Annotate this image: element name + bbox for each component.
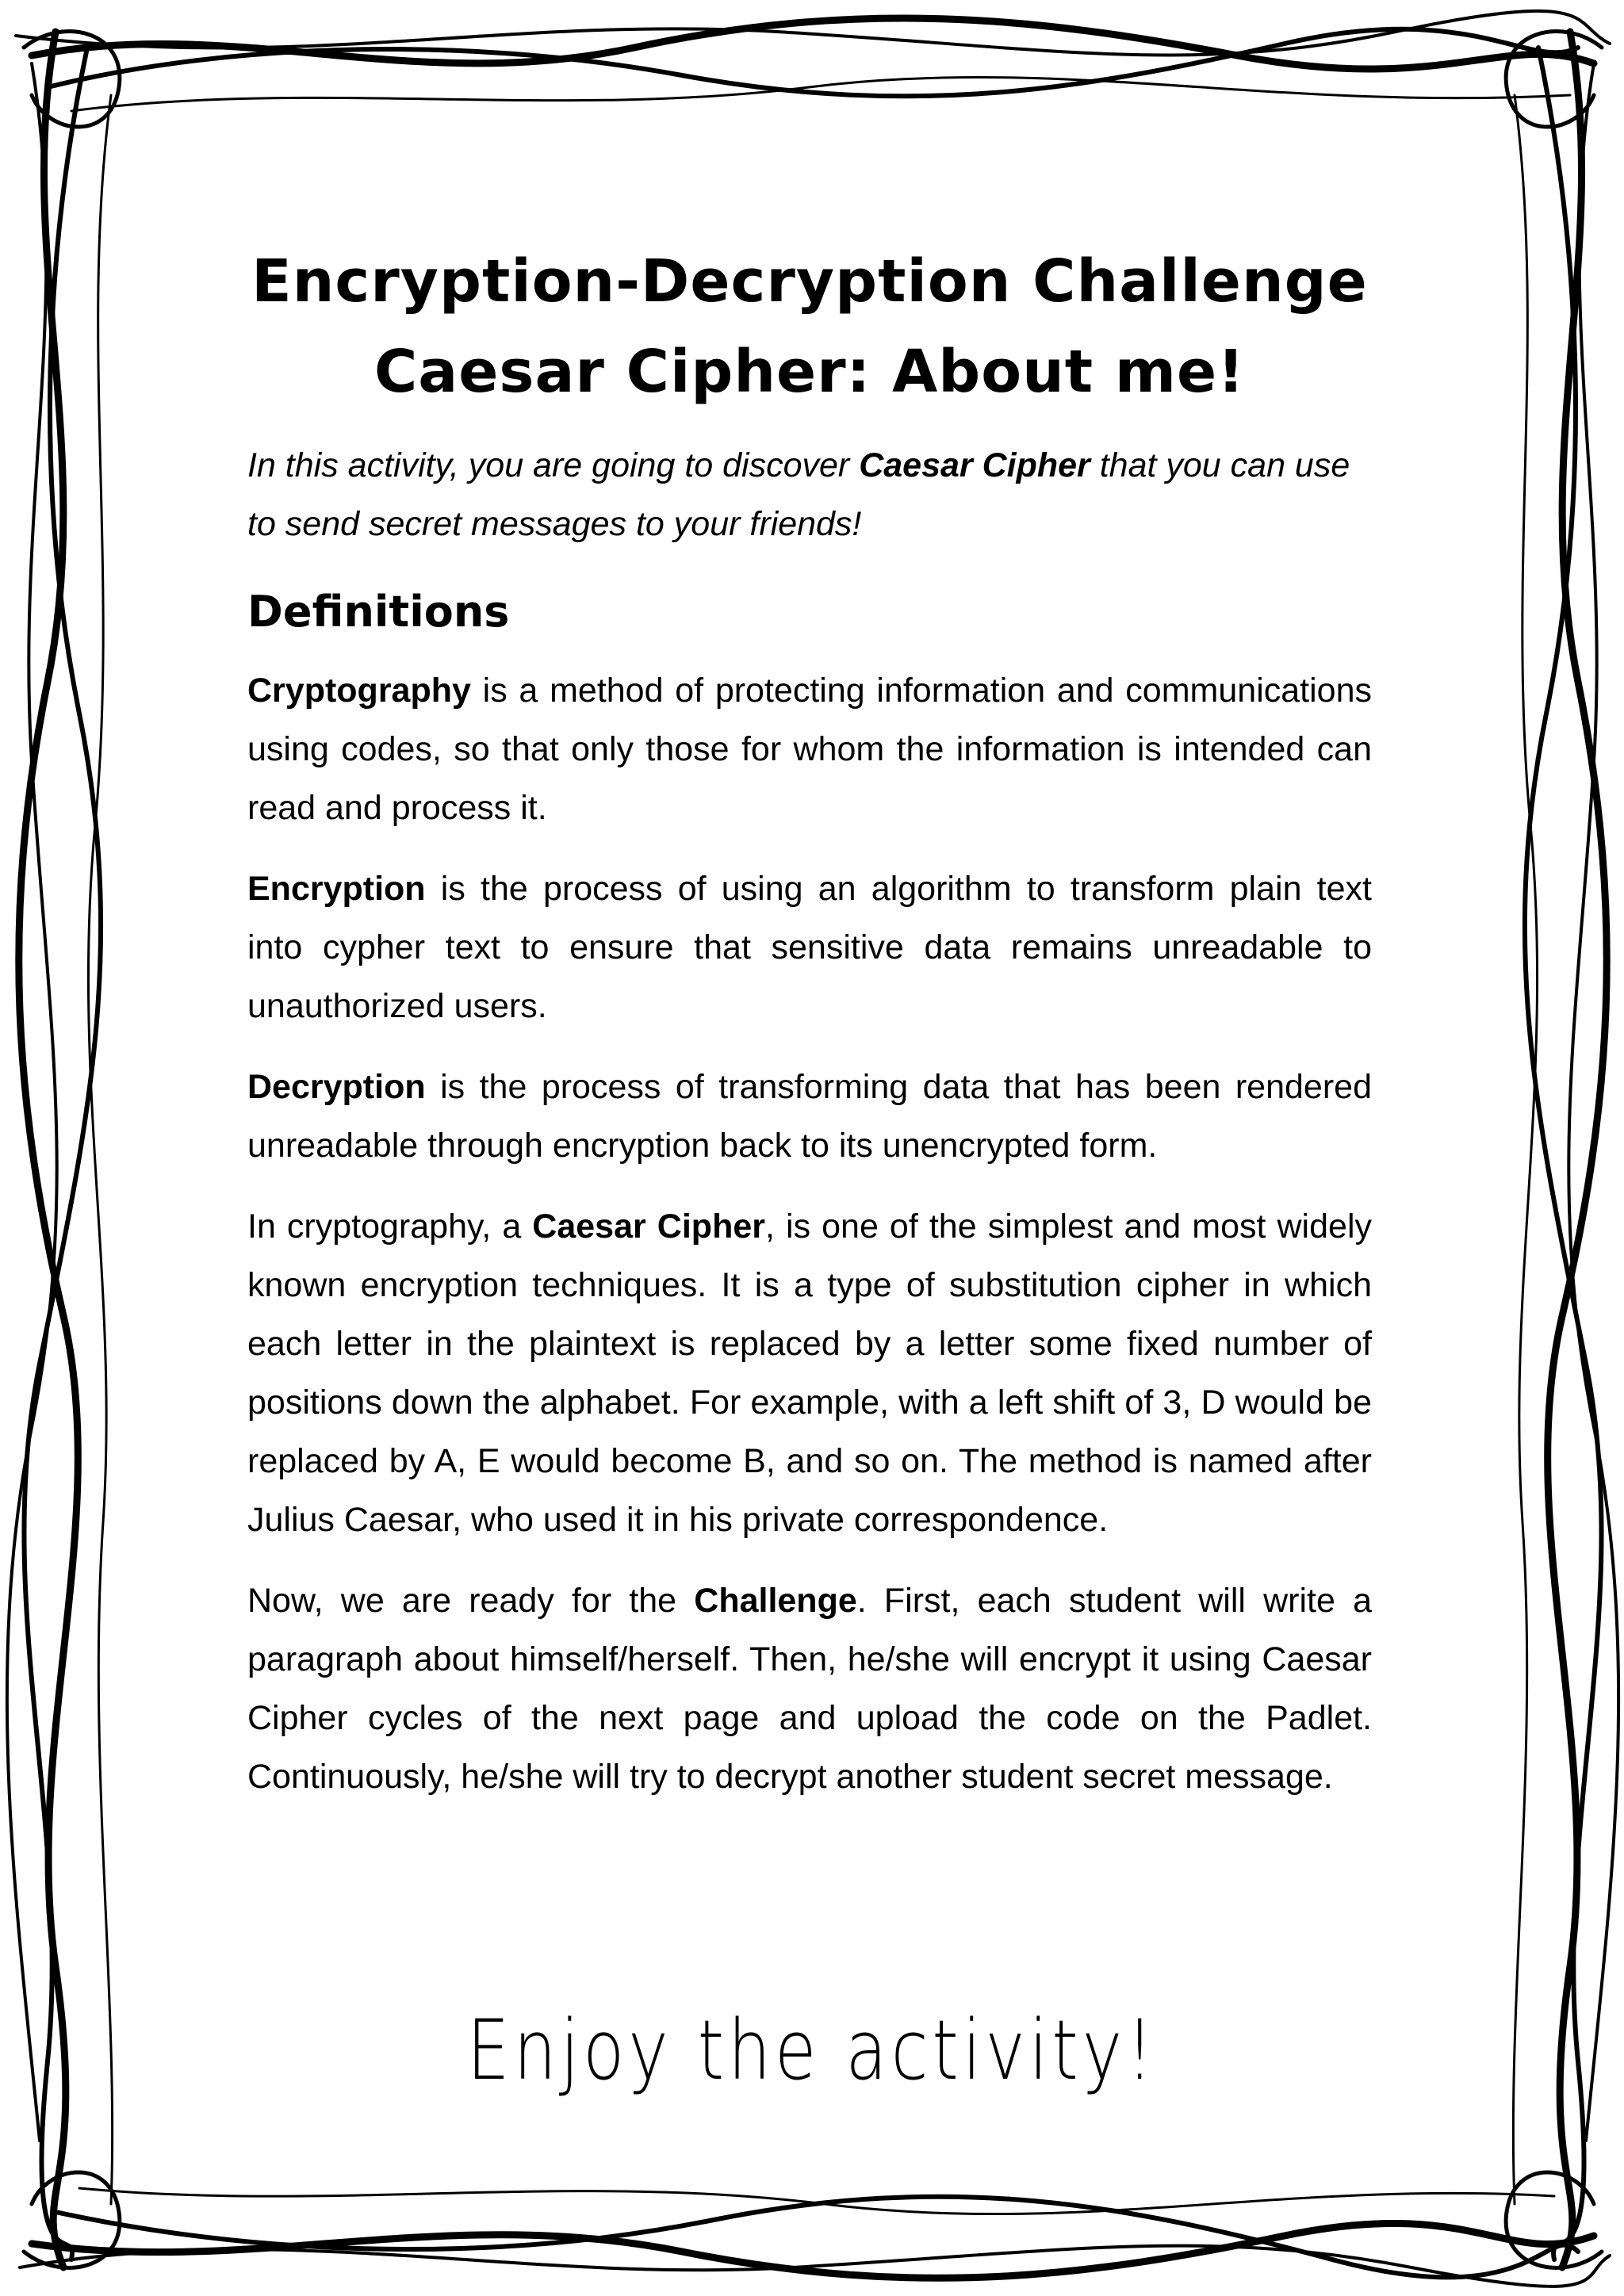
caesar-cipher-paragraph (247, 1197, 1372, 1549)
encryption-definition (247, 859, 1372, 1035)
challenge-paragraph (247, 1571, 1372, 1806)
worksheet-content (247, 236, 1372, 1828)
closing-message: Enjoy the activity! (466, 2002, 1158, 2099)
caesar-text-start: In cryptography, a (247, 1207, 533, 1246)
caesar-text: , is one of the simplest and most widely known encryption techniques. It is a type of substitution cipher in which each letter in the plaintext is replaced by a letter some fixed number of positions down the alphabet. For example, with a left shift of 3, D would be replaced by A, E would become B, and so on. The method is named after Julius Caesar, who used it in his private correspondence. (247, 1207, 1372, 1539)
intro-text-end: that you can use to send secret messages to your friends! (247, 446, 1350, 543)
intro-text-start: In this activity, you are going to discover (247, 446, 860, 484)
challenge-text-start: Now, we are ready for the (247, 1582, 695, 1620)
decryption-definition (247, 1058, 1372, 1175)
intro-bold-term: Caesar Cipher (859, 446, 1090, 484)
challenge-text: . First, each student will write a paragraph about himself/herself. Then, he/she will encrypt it using Caesar Cipher cycles of the next page and upload the code on the Padlet. Continuously, he/she will try to decrypt another student secret message. (247, 1582, 1372, 1796)
cryptography-text: is a method of protecting information and communications using codes, so that only those for whom the information is intended can read and process it. (247, 672, 1372, 827)
cryptography-term: Cryptography (247, 672, 471, 710)
encryption-term: Encryption (247, 870, 426, 908)
challenge-term: Challenge (694, 1582, 857, 1620)
decryption-text: is the process of transforming data that has been rendered unreadable through encryption back to its unencrypted form. (247, 1068, 1372, 1165)
definitions-heading: Definitions (247, 587, 510, 637)
caesar-term: Caesar Cipher (532, 1207, 765, 1246)
encryption-text: is the process of using an algorithm to transform plain text into cypher text to ensure that sensitive data remains unreadable to unauthorized users. (247, 870, 1372, 1025)
title-line-2: Caesar Cipher: About me! (374, 338, 1245, 406)
decryption-term: Decryption (247, 1068, 426, 1106)
worksheet-title (184, 236, 1435, 417)
intro-paragraph (247, 436, 1372, 553)
cryptography-definition (247, 661, 1372, 837)
title-line-1: Encryption-Decryption Challenge (251, 247, 1368, 316)
